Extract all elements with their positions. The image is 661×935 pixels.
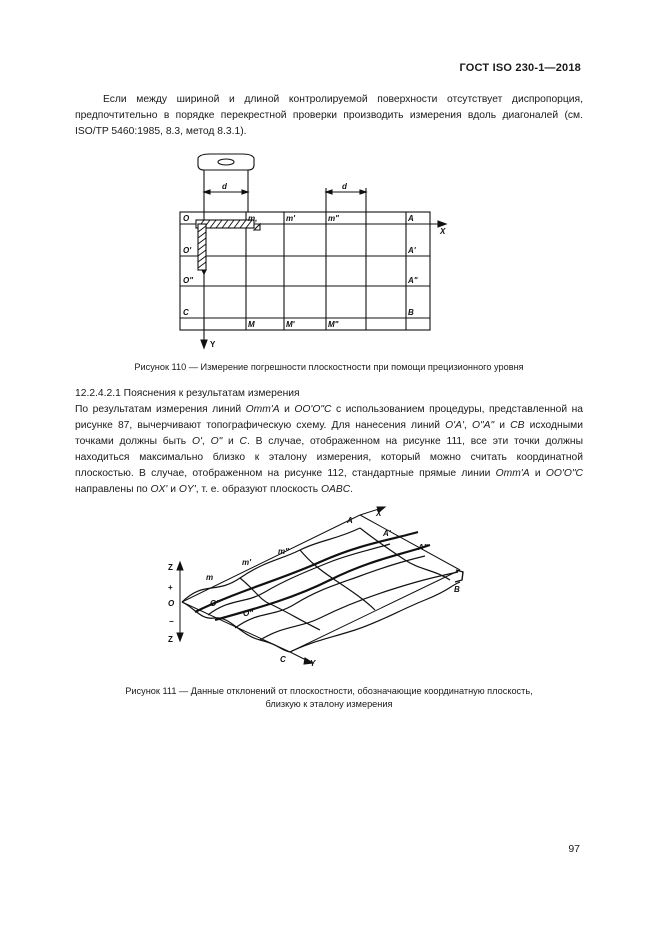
page-number: 97 [568,843,580,855]
section-heading: 12.2.4.2.1 Пояснения к результатам измерения [75,388,300,399]
grid-label-m1: m' [286,214,296,223]
grid-label-m2: m" [328,214,339,223]
origin-label-O: O [168,599,175,608]
z-up-label: Z [168,563,173,572]
document-header: ГОСТ ISO 230-1—2018 [459,62,581,74]
surf-label-Y: Y [310,659,316,668]
surf-label-C: C [280,655,286,664]
minus-sign: − [169,617,174,626]
axis-label-X: X [440,227,446,236]
figure-110-caption: Рисунок 110 — Измерение погрешности плоскостности при помощи прецизионного уровня [134,362,524,372]
grid-label-O1: O' [183,246,192,255]
surf-label-O1: O' [210,599,219,608]
grid-label-M2: M" [328,320,339,329]
figure-110-level-grid [170,152,460,352]
dim-d1: d [222,182,227,191]
grid-label-m: m, [248,214,258,223]
axis-label-Y: Y [210,340,216,349]
paragraph-text: Если между шириной и длиной контролируемой поверхности отсутствует диспропорция, предпочтительно в порядке перекрестной проверки производить измерения вдоль диагоналей (см. ISO/TP 5460:1985, 8.3, метод 8.3.1). [75,94,583,137]
figure-111-flatness-surface [160,500,480,675]
surf-label-X: X [376,509,382,518]
grid-label-B: B [408,308,414,317]
grid-label-A1: A' [408,246,416,255]
surf-label-A: A [347,516,353,525]
paragraph-diagonal-measurement [75,92,583,140]
grid-label-C: C [183,308,189,317]
paragraph-results: По результатам измерения линий Omm'A и OO'O"C с использованием процедуры, представленной на рисунке 87, вычерчивают топографическую схему. Для нанесения линий O'A', O"A" и CB исходными точками должны быть O', O" и C. В случае, отображенном на рисунке 111, все эти точки должны находиться максимально близко к эталону измерения, который можно считать координатной плоскостью. В случае, отображенном на рисунке 112, стандартные прямые линии Omm'A и OO'O"C направлены по OX' и OY', т. е. образуют плоскость OABC. [75,404,583,495]
grid-label-O2: O" [183,276,194,285]
plus-sign: + [168,583,173,592]
surf-label-O2: O" [243,609,254,618]
grid-label-M: M [248,320,255,329]
level-instrument-icon [198,154,254,170]
caption-line-1: Рисунок 111 — Данные отклонений от плоскостности, обозначающие координатную плоскость, [125,686,533,696]
surf-label-m2: m" [278,547,289,556]
z-down-label: Z [168,635,173,644]
grid-label-M1: M' [286,320,295,329]
figure-111-caption [75,685,583,711]
caption-line-2: близкую к эталону измерения [265,699,393,709]
surf-label-m: m [206,573,214,582]
surf-label-B: B [454,585,460,594]
dim-d2: d [342,182,347,191]
grid-label-A: A [408,214,414,223]
surf-label-A2: A" [418,543,428,552]
grid-label-A2: A" [408,276,418,285]
grid-label-O: O [183,214,190,223]
surf-label-A1: A' [383,529,391,538]
surf-label-m1: m' [242,558,252,567]
